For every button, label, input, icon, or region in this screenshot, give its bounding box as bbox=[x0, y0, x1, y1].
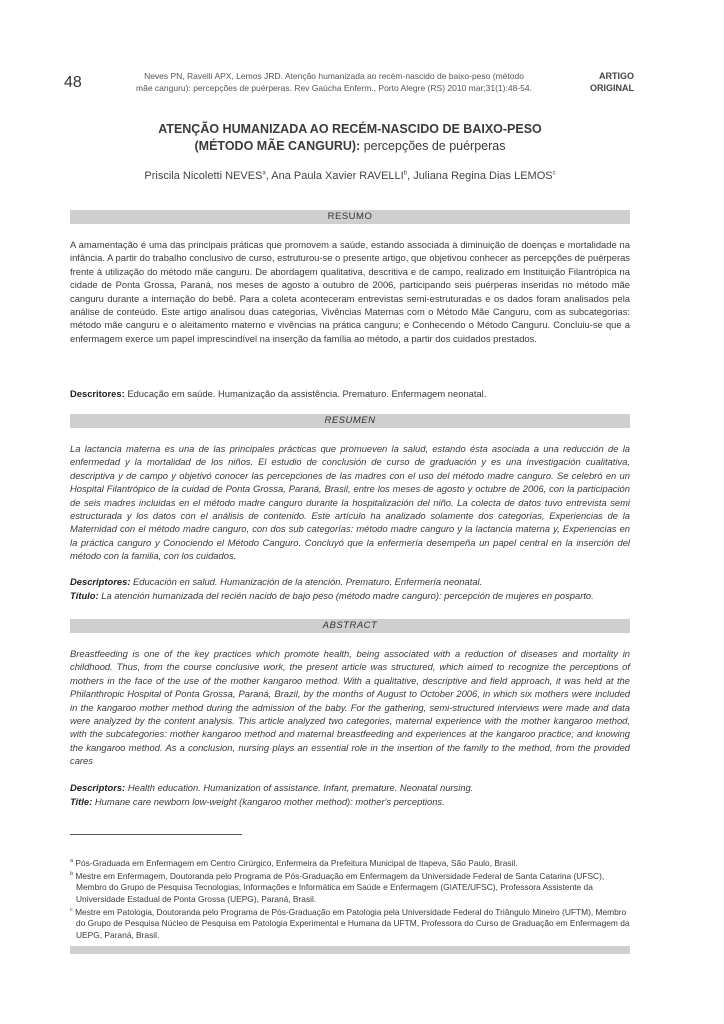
abstract-text: Breastfeeding is one of the key practices which promote health, being associated with a reduction of diseases and mortality in childhood. Thus, from the course conclusive work, the present article was structured, which aimed to recognize the perceptions of mothers in the face of the use of the mother kangaroo method. With a qualitative, descriptive and field approach, it was held at the Philanthropic Hospital of Ponta Grossa, Paraná, Brazil, by the months of August to October 2006, in which six mothers were included in the kangaroo mother method during the admission of the baby. For the gathering, semi-structured interviews were made and data were analyzed by the content analysis. This article analyzed two categories, maternal experience with the mother kangaroo method, with the subcategories: mother kangaroo method and maternal breastfeeding and experiences at the kangaroo practice; and knowing the kangaroo method. As a conclusion, nursing plays an essential role in the insertion of the family to the method, from the provided cares bbox=[70, 648, 630, 767]
running-head-line: mãe canguru): percepções de puérperas. Rev Gaúcha Enferm., Porto Alegre (RS) 2010 mar;31(1):48-54. bbox=[136, 83, 532, 93]
resumo-descritores bbox=[70, 387, 630, 400]
abstract-title bbox=[70, 795, 630, 808]
article-title-line bbox=[70, 138, 630, 155]
resumen-descriptores bbox=[70, 575, 630, 588]
footnote-text: Pós-Graduada em Enfermagem em Centro Cirúrgico, Enfermeira da Prefeitura Municipal de Itapeva, São Paulo, Brasil. bbox=[73, 857, 518, 868]
footnote-divider bbox=[70, 834, 242, 835]
footnote-mark: a bbox=[70, 858, 74, 864]
author-name: Juliana Regina Dias LEMOS bbox=[413, 170, 553, 182]
affiliation-mark: a bbox=[262, 170, 266, 177]
descritores-label: Descritores: bbox=[70, 388, 125, 399]
author-list: Priscila Nicoletti NEVES$^a$, Ana Paula Xavier RAVELLI$^b$, Juliana Regina Dias LEMOS$^c$ bbox=[144, 170, 556, 182]
descriptors-text: Health education. Humanization of assistance. Infant, premature. Neonatal nursing. bbox=[125, 782, 474, 793]
running-head-line: Neves PN, Ravelli APX, Lemos JRD. Atenção humanizada ao recém-nascido de baixo-peso (método bbox=[144, 71, 524, 81]
article-title-main: (MÉTODO MÃE CANGURU): bbox=[194, 139, 364, 153]
affiliation-mark: c bbox=[552, 170, 556, 177]
article-title-line: ATENÇÃO HUMANIZADA AO RECÉM-NASCIDO DE BAIXO-PESO bbox=[158, 122, 542, 136]
titulo-label: Título: bbox=[70, 590, 99, 601]
descritores-text: Educação em saúde. Humanização da assistência. Prematuro. Enfermagem neonatal. bbox=[124, 388, 487, 399]
resumo-text: A amamentação é uma das principais práticas que promovem a saúde, estando associada à diminuição de doenças e mortalidade na infância. A partir do trabalho conclusivo de curso, estruturou-se o presente artigo, que objetivou conhecer as percepções de puérperas frente à utilização do método mãe canguru. De abordagem qualitativa, descritiva e de campo, realizado em Instituição Filantrópica na cidade de Ponta Grossa, Paraná, nos meses de agosto a outubro de 2006, participando seis puérperas inseridas no método mãe canguru durante a internação do bebê. Para a coleta aconteceram entrevistas semi-estruturadas e os dados foram analisados pela análise de conteúdo. Este artigo analisou duas categorias, Vivências Maternas com o Método Mãe Canguru, com as subcategorias: método mãe canguru e o aleitamento materno e vivências na prática canguru; e Conhecendo o Método Canguru. Concluiu-se que a enfermagem exerce um papel imprescindível na inserção da família ao método, a partir dos cuidados prestados. bbox=[70, 239, 630, 344]
footnote-c bbox=[70, 905, 630, 941]
titulo-text: La atención humanizada del recién nacido de bajo peso (método madre canguro): percepción de mujeres en posparto. bbox=[98, 590, 594, 601]
resumen-text: La lactancia materna es una de las principales prácticas que promueven la salud, estando ésta asociada a una reducción de la enfermedad y la mortalidad de los niños. El estudio de conclusión de curso de graduación y es una investigación cualitativa, descriptiva y de campo y objetivó conocer las percepciones de las madres con el uso del método madre canguro. Se celebró en un Hospital Filantrópico de la cuidad de Ponta Grossa, Paraná, Brasil, entre los meses de agosto y octubre de 2006, con la participación de seis madres incluidas en el método madre canguro durante la hospitalización del niño. La colecta de datos tuvo entrevista semi estructurada y los datos con el análisis de contenido. Este artículo ha analizado solamente dos categorías, Experiencias de la Maternidad con el método madre canguro, con dos sub categorías: método madre canguro y la lactancia materna y, Experiencias en la práctica canguro y Conociendo el Método Canguro. Concluyó que la enfermería desempeña un papel central en la inserción del método con la familia, con los cuidados. bbox=[70, 443, 630, 562]
footnote-text: Mestre em Patologia, Doutoranda pelo Programa de Pós-Graduação em Patologia pela Universidade Federal do Triângulo Mineiro (UFTM), Membro do Grupo de Pesquisa Núcleo de Pesquisa em Patologia Experimental e Humana da UFTM, Professora do Curso de Graduação em Enfermagem da UEPG, Paraná, Brasil. bbox=[72, 907, 630, 940]
author-name: Ana Paula Xavier RAVELLI bbox=[271, 170, 404, 182]
section-tag-line: ARTIGO bbox=[599, 71, 634, 81]
footnotes bbox=[70, 856, 630, 941]
article-subtitle: percepções de puérperas bbox=[363, 139, 506, 153]
descriptores-text: Educación en salud. Humanización de la atención. Prematuro. Enfermería neonatal. bbox=[130, 576, 483, 587]
footnote-b bbox=[70, 869, 630, 905]
affiliation-mark: b bbox=[403, 170, 408, 177]
author-name: Priscila Nicoletti NEVES bbox=[144, 170, 263, 182]
footnote-text: Mestre em Enfermagem, Doutoranda pelo Programa de Pós-Graduação em Enfermagem da Universidade Federal de Santa Catarina (UFSC), Membro do Grupo de Pesquisa Tecnologias, Informações e Informática em Saúde e Enfermagem (GIATE/UFSC), Professora Assistente da Universidade Estadual de Ponta Grossa (UEPG), Paraná, Brasil. bbox=[73, 871, 605, 904]
running-head bbox=[134, 70, 534, 94]
title-text: Humane care newborn low-weight (kangaroo mother method): mother's perceptions. bbox=[92, 796, 445, 807]
footnote-mark: b bbox=[70, 871, 74, 878]
resumen-titulo bbox=[70, 589, 630, 602]
section-tag-line: ORIGINAL bbox=[590, 83, 634, 93]
article-title bbox=[70, 121, 630, 155]
section-tag bbox=[560, 70, 634, 94]
resumo-heading: RESUMO bbox=[70, 210, 630, 224]
page-number: 48 bbox=[64, 74, 82, 91]
bottom-bar bbox=[70, 946, 630, 954]
descriptors-label: Descriptors: bbox=[70, 782, 126, 793]
resumen-heading: RESUMEN bbox=[70, 414, 630, 428]
abstract-heading: ABSTRACT bbox=[70, 619, 630, 633]
descriptores-label: Descriptores: bbox=[70, 576, 131, 587]
abstract-descriptors bbox=[70, 781, 630, 794]
footnote-a bbox=[70, 856, 630, 869]
footnote-mark: c bbox=[70, 907, 73, 914]
title-label: Title: bbox=[70, 796, 93, 807]
